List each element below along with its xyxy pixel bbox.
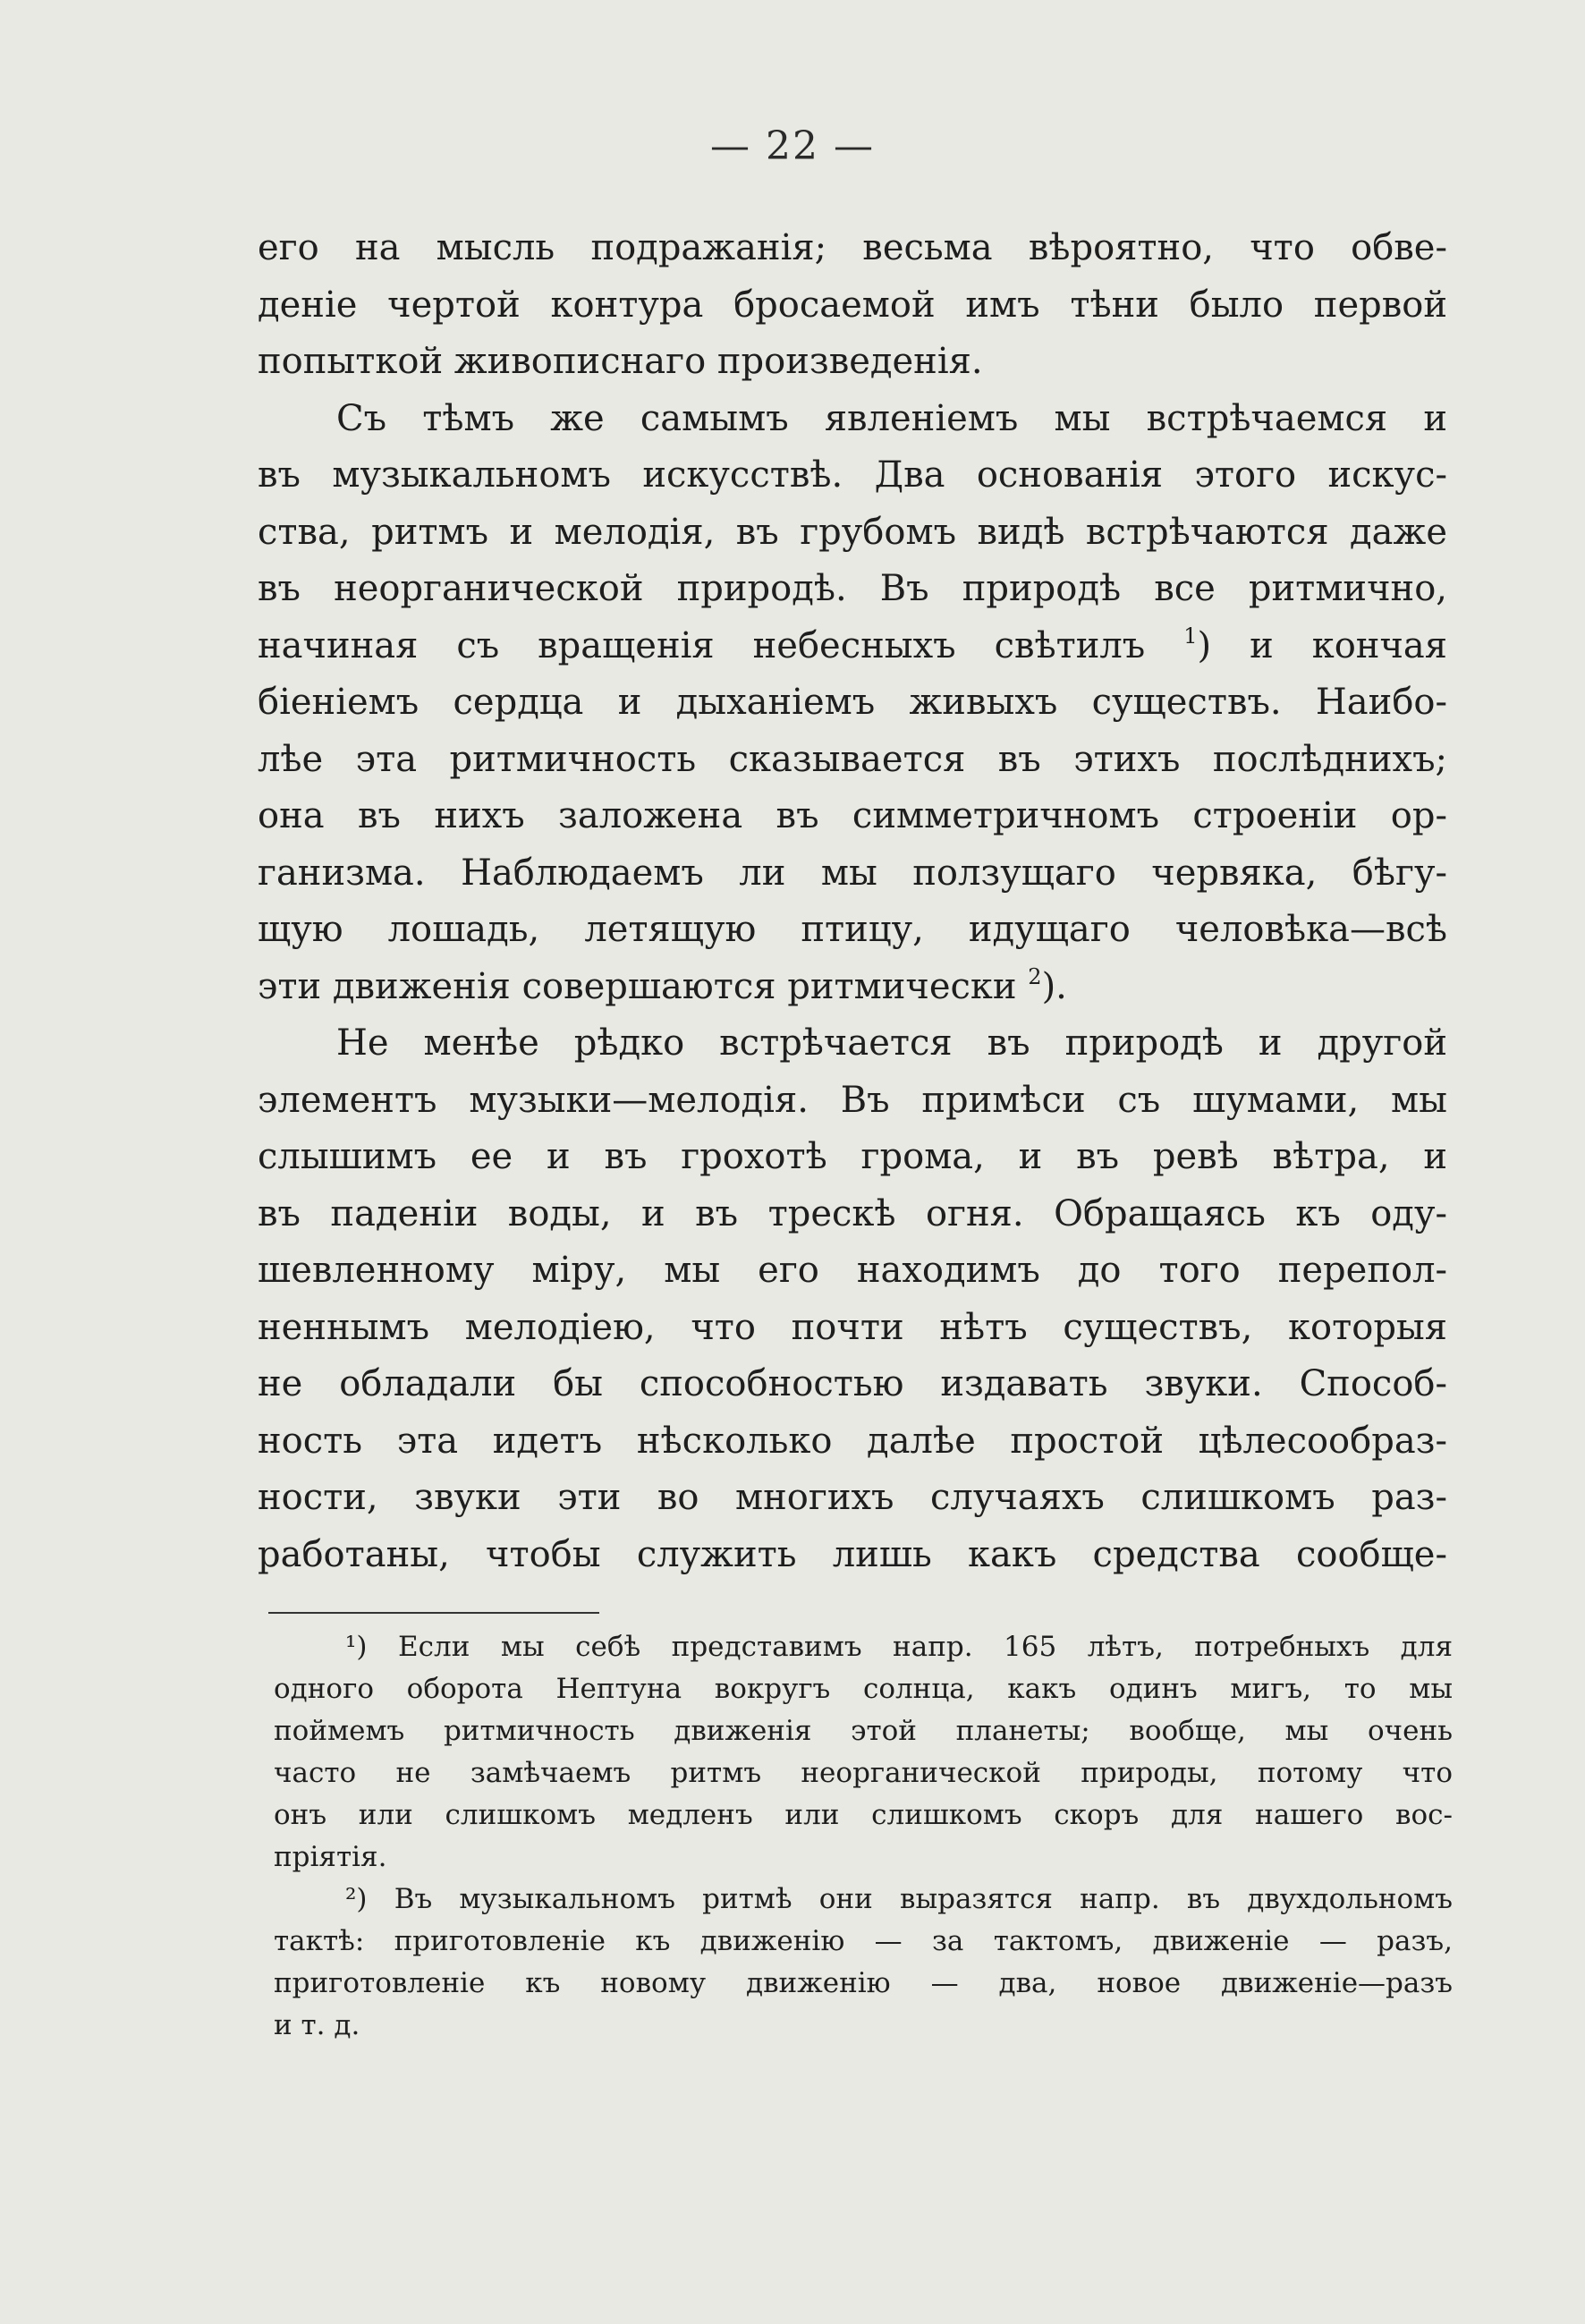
- footnote-line: ²) Въ музыкальномъ ритмѣ они выразятся напр. въ двухдольномъ: [345, 1883, 1453, 1915]
- text-line: лѣе эта ритмичность сказывается въ этихъ послѣднихъ;: [258, 738, 1447, 780]
- page-number: — 22 —: [710, 123, 875, 169]
- paragraph-3: [258, 1015, 1447, 1583]
- paragraph-2: [258, 391, 1447, 1016]
- footnote-line: часто не замѣчаемъ ритмъ неорганической природы, потому что: [274, 1757, 1453, 1789]
- text-line: работаны, чтобы служить лишь какъ средства сообще-: [258, 1533, 1447, 1575]
- text-line-with-footnote: [258, 959, 1447, 1016]
- text-segment: начиная съ вращенія небесныхъ свѣтилъ: [258, 624, 1146, 666]
- footnote-ref-1: 1: [1183, 623, 1198, 649]
- text-segment: эти движенія совершаются ритмически: [258, 965, 1017, 1007]
- text-segment: ).: [1041, 965, 1067, 1007]
- text-line: слышимъ ее и въ грохотѣ грома, и въ ревѣ вѣтра, и: [258, 1136, 1447, 1177]
- text-segment: и кончая: [1250, 624, 1447, 666]
- footnote-ref-2: 2: [1028, 963, 1042, 989]
- text-line: ганизма. Наблюдаемъ ли мы ползущаго червяка, бѣгу-: [258, 852, 1447, 894]
- text-line: біеніемъ сердца и дыханіемъ живыхъ существъ. Наибо-: [258, 682, 1447, 723]
- text-line: деніе чертой контура бросаемой имъ тѣни было первой: [258, 284, 1447, 326]
- text-line: въ неорганической природѣ. Въ природѣ все ритмично,: [258, 568, 1447, 609]
- text-line: ности, звуки эти во многихъ случаяхъ слишкомъ раз-: [258, 1477, 1447, 1518]
- footnote-line: и т. д.: [274, 2009, 360, 2041]
- footnote-line: приготовленіе къ новому движенію — два, новое движеніе—разъ: [274, 1967, 1453, 1999]
- text-line: она въ нихъ заложена въ симметричномъ строеніи ор-: [258, 795, 1447, 836]
- footnote-2: [274, 1879, 1453, 2047]
- text-line: въ паденіи воды, и въ трескѣ огня. Обращаясь къ оду-: [258, 1192, 1447, 1234]
- text-line: ства, ритмъ и мелодія, въ грубомъ видѣ встрѣчаются даже: [258, 511, 1447, 553]
- footnote-line: одного оборота Нептуна вокругъ солнца, какъ одинъ мигъ, то мы: [274, 1673, 1453, 1705]
- text-line: ность эта идетъ нѣсколько далѣе простой цѣлесообраз-: [258, 1420, 1447, 1462]
- text-line: элементъ музыки—мелодія. Въ примѣси съ шумами, мы: [258, 1079, 1447, 1121]
- footnote-line: тактѣ: приготовленіе къ движенію — за тактомъ, движеніе — разъ,: [274, 1925, 1453, 1957]
- footnote-line: онъ или слишкомъ медленъ или слишкомъ скоръ для нашего вос-: [274, 1799, 1453, 1831]
- text-line: неннымъ мелодіею, что почти нѣтъ существъ, которыя: [258, 1306, 1447, 1348]
- footnote-line: пріятія.: [274, 1841, 387, 1873]
- footnote-1: [274, 1626, 1453, 1879]
- text-line: его на мысль подражанія; весьма вѣроятно, что обве-: [258, 227, 1447, 268]
- paragraph-1: [258, 220, 1447, 391]
- text-line: въ музыкальномъ искусствѣ. Два основанія этого искус-: [258, 454, 1447, 496]
- text-line: не обладали бы способностью издавать звуки. Способ-: [258, 1363, 1447, 1404]
- footnote-line: поймемъ ритмичность движенія этой планеты; вообще, мы очень: [274, 1715, 1453, 1747]
- text-line-with-footnote: [258, 618, 1447, 675]
- text-line: Съ тѣмъ же самымъ явленіемъ мы встрѣчаемся и: [336, 397, 1447, 439]
- footnote-line: ¹) Если мы себѣ представимъ напр. 165 лѣтъ, потребныхъ для: [345, 1631, 1453, 1663]
- text-line: попыткой живописнаго произведенія.: [258, 341, 983, 382]
- main-text: [258, 220, 1447, 1583]
- text-line: Не менѣе рѣдко встрѣчается въ природѣ и другой: [336, 1022, 1447, 1064]
- text-line: щую лошадь, летящую птицу, идущаго человѣка—всѣ: [258, 909, 1447, 950]
- footnotes: [274, 1626, 1453, 2047]
- footnote-separator: [268, 1612, 599, 1614]
- footnote-ref-close: ): [1197, 624, 1212, 666]
- text-line: шевленному міру, мы его находимъ до того перепол-: [258, 1250, 1447, 1291]
